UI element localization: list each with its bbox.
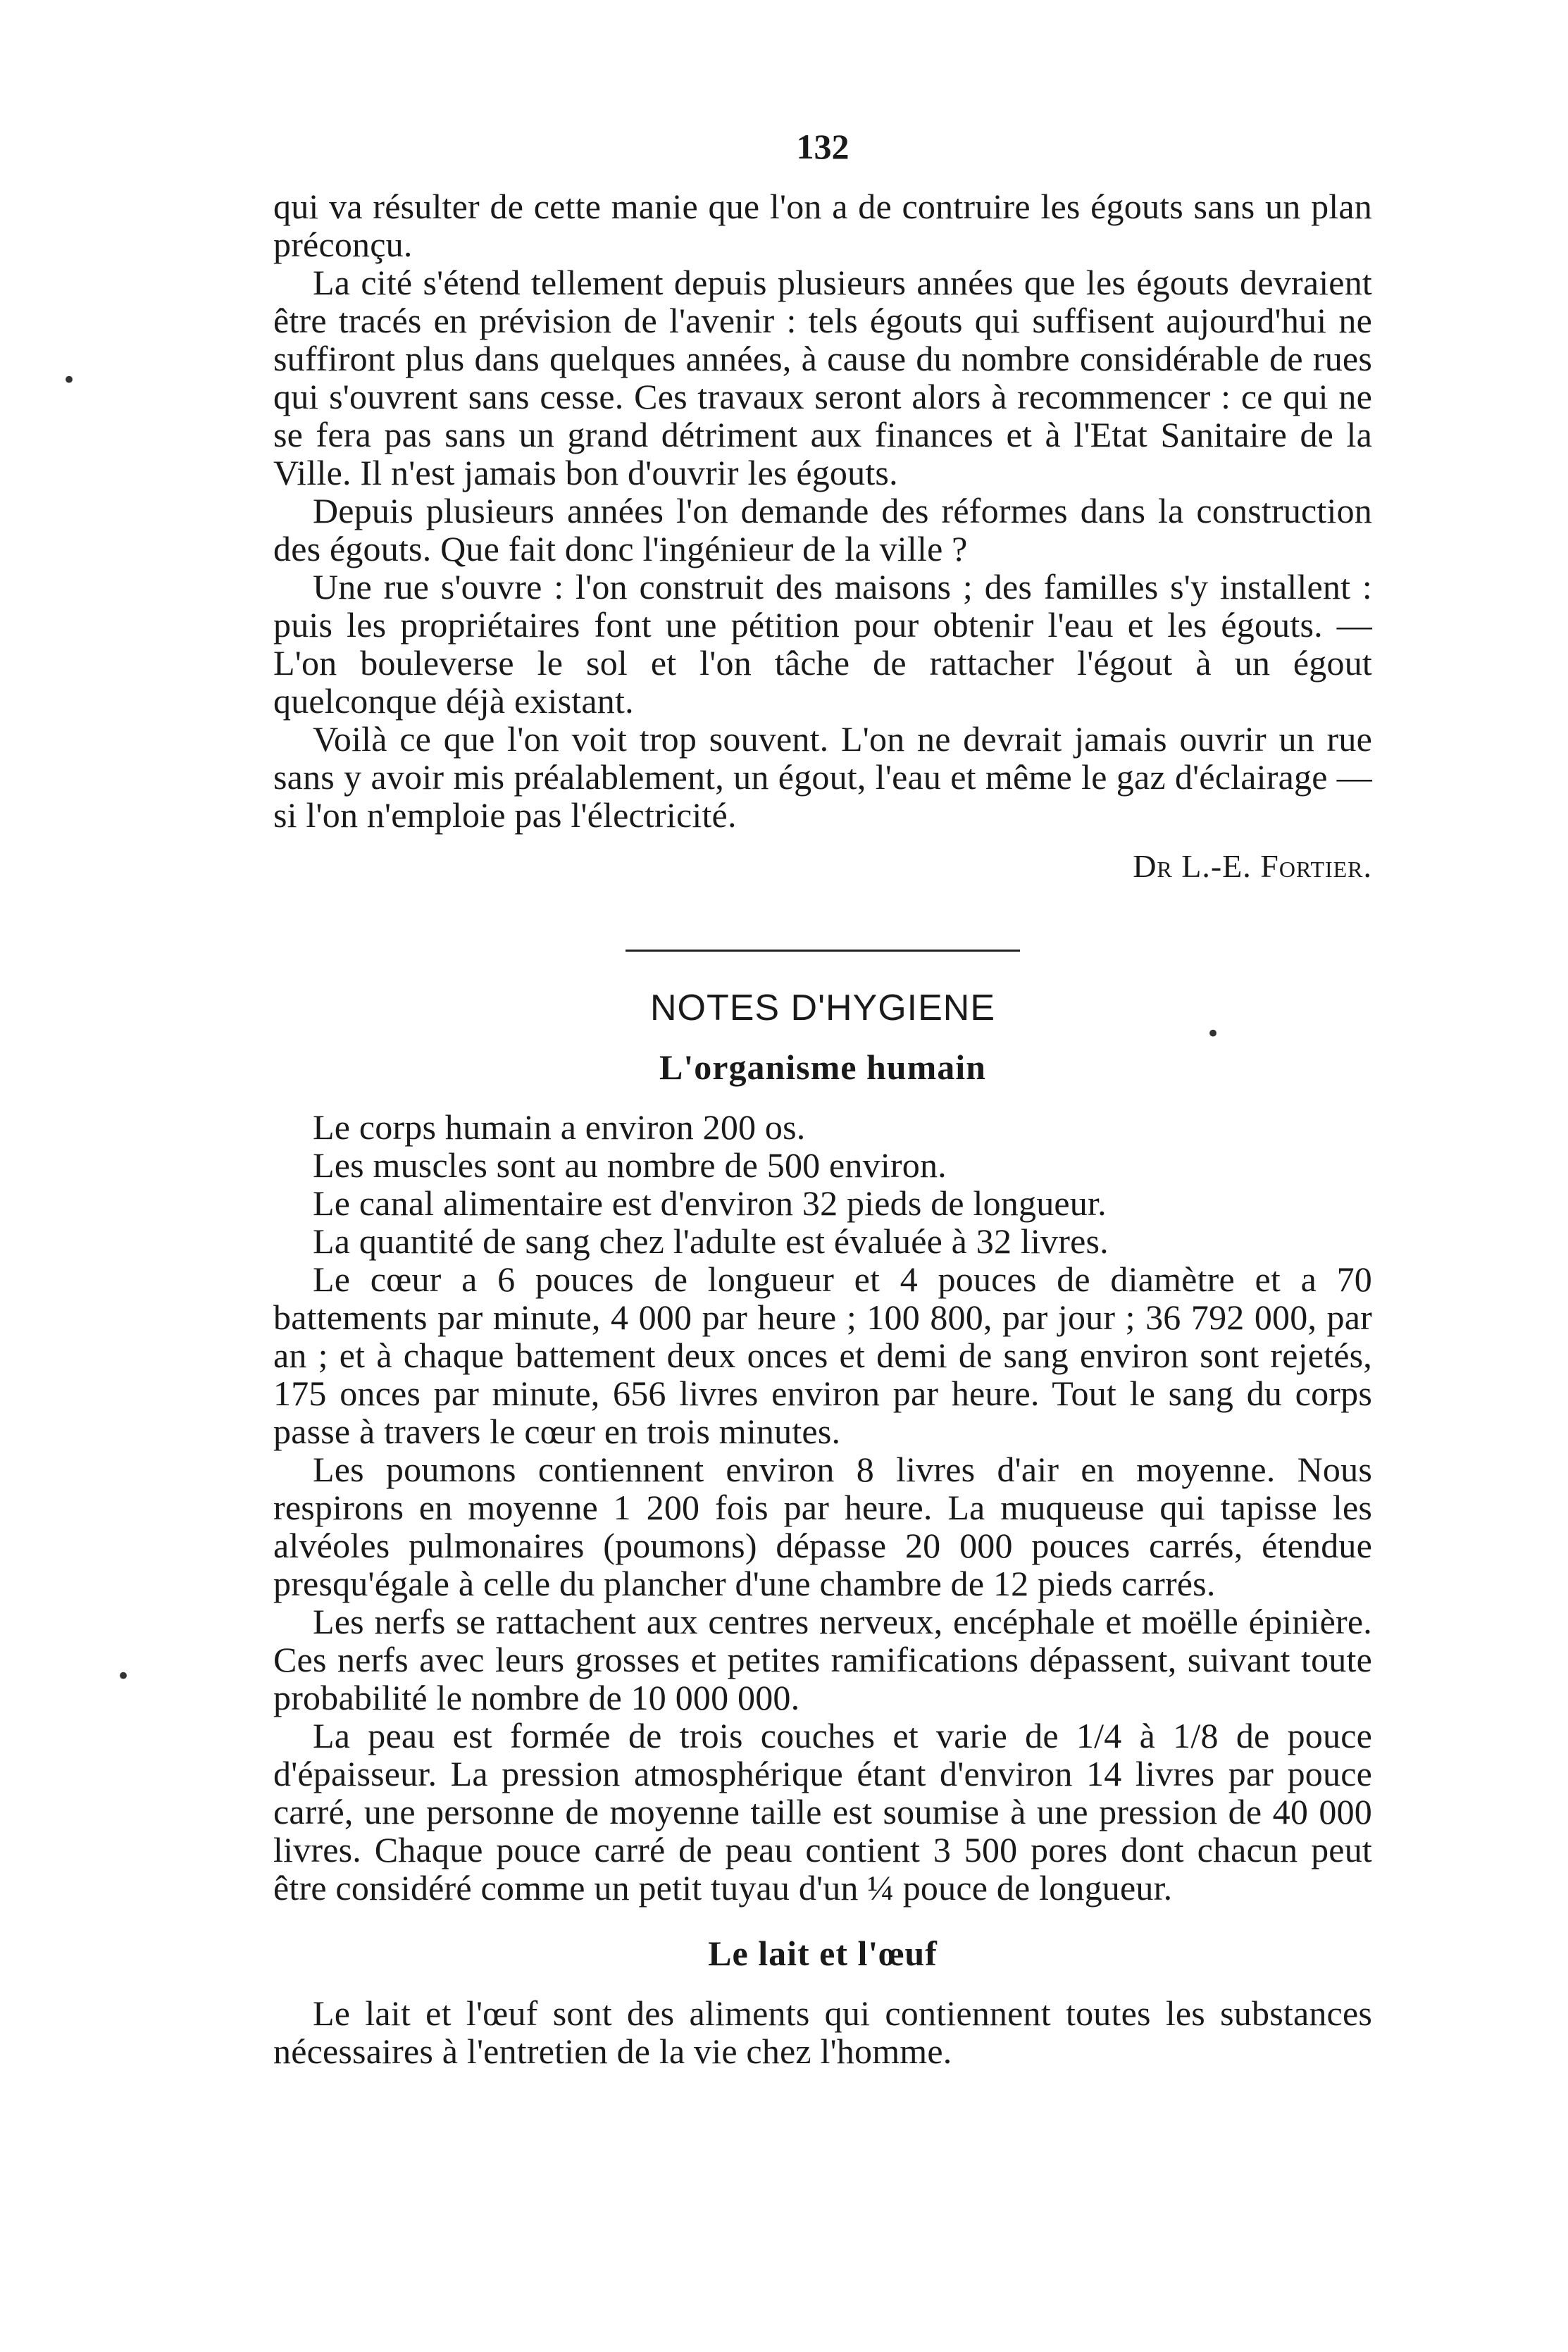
subsection-paragraph: Les poumons contiennent environ 8 livres d'air en moyenne. Nous respirons en moyenne 1 200 fois par heure. La muqueuse qui tapisse les alvéoles pulmonaires (poumons) dépasse 20 000 pouces carrés, étendue presqu'égale à celle du plancher d'une chambre de 12 pieds carrés. [273, 1450, 1372, 1603]
section-divider [626, 950, 1020, 952]
author-signature: Dr L.-E. Fortier. [1133, 848, 1372, 884]
article-body [273, 187, 1372, 886]
section-title: NOTES D'HYGIENE [649, 988, 996, 1028]
article-paragraph: Voilà ce que l'on voit trop souvent. L'on ne devrait jamais ouvrir un rue sans y avoir mis préalablement, un égout, l'eau et même le gaz d'éclairage — si l'on n'emploie pas l'électricité. [273, 719, 1372, 835]
subsection-paragraph: La peau est formée de trois couches et varie de 1/4 à 1/8 de pouce d'épaisseur. La pression atmosphérique étant d'environ 14 livres par pouce carré, une personne de moyenne taille est soumise à une pression de 40 000 livres. Chaque pouce carré de peau contient 3 500 pores dont chacun peut être considéré comme un petit tuyau d'un ¼ pouce de longueur. [273, 1716, 1372, 1908]
subsection-paragraph: Le canal alimentaire est d'environ 32 pieds de longueur. [313, 1183, 1107, 1223]
page-number: 132 [796, 127, 850, 166]
subsection-title: L'organisme humain [659, 1047, 986, 1087]
subsection [273, 1046, 1372, 1907]
subsection-paragraph: Le corps humain a environ 200 os. [313, 1107, 806, 1147]
print-speck: • [116, 1662, 131, 1691]
subsection [273, 1932, 1372, 2070]
subsection-paragraph: La quantité de sang chez l'adulte est évaluée à 32 livres. [313, 1221, 1109, 1261]
article-paragraph: qui va résulter de cette manie que l'on a de contruire les égouts sans un plan préconçu. [273, 187, 1372, 264]
print-speck: • [62, 366, 77, 394]
subsection-paragraph: Les muscles sont au nombre de 500 environ. [313, 1145, 947, 1185]
article-paragraph: La cité s'étend tellement depuis plusieurs années que les égouts devraient être tracés en prévision de l'avenir : tels égouts qui suffisent aujourd'hui ne suffiront plus dans quelques années, à cause du nombre considérable de rues qui s'ouvrent sans cesse. Ces travaux seront alors à recommencer : ce qui ne se fera pas sans un grand détriment aux finances et à l'Etat Sanitaire de la Ville. Il n'est jamais bon d'ouvrir les égouts. [273, 263, 1372, 492]
subsection-title: Le lait et l'œuf [708, 1934, 938, 1973]
document-page [273, 127, 1372, 2070]
subsection-paragraph: Les nerfs se rattachent aux centres nerveux, encéphale et moëlle épinière. Ces nerfs avec leurs grosses et petites ramifications dépassent, suivant toute probabilité le nombre de 10 000 000. [273, 1602, 1372, 1717]
print-speck: • [1206, 1020, 1221, 1048]
article-paragraph: Une rue s'ouvre : l'on construit des maisons ; des familles s'y installent : puis les propriétaires font une pétition pour obtenir l'eau et les égouts. — L'on bouleverse le sol et l'on tâche de rattacher l'égout à un égout quelconque déjà existant. [273, 567, 1372, 721]
subsection-paragraph: Le cœur a 6 pouces de longueur et 4 pouces de diamètre et a 70 battements par minute, 4 000 par heure ; 100 800, par jour ; 36 792 000, par an ; et à chaque battement deux onces et demi de sang environ sont rejetés, 175 onces par minute, 656 livres environ par heure. Tout le sang du corps passe à travers le cœur en trois minutes. [273, 1259, 1372, 1451]
subsection-paragraph: Le lait et l'œuf sont des aliments qui contiennent toutes les substances nécessaires à l'entretien de la vie chez l'homme. [273, 1993, 1372, 2071]
article-paragraph: Depuis plusieurs années l'on demande des réformes dans la construction des égouts. Que fait donc l'ingénieur de la ville ? [273, 491, 1372, 568]
